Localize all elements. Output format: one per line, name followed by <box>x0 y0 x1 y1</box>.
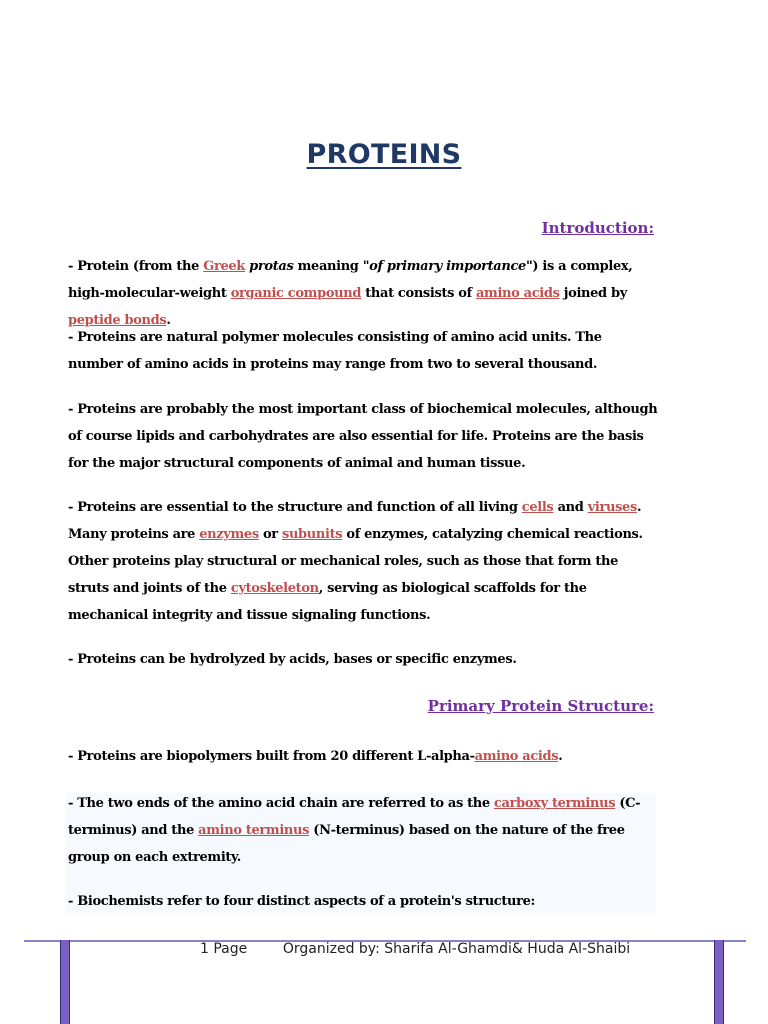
primary-paragraph-1: - Proteins are biopolymers built from 20 different L-alpha-amino acids. <box>68 749 563 764</box>
page-title: PROTEINS <box>306 139 462 170</box>
footer-page-number: 1 Page <box>200 941 248 957</box>
intro-paragraph-1: - Protein (from the Greek protas meaning "of primary importance") is a complex, high-molecular-weight organic compound that consists of amino acids joined by peptide bonds. <box>68 259 633 328</box>
link-enzymes[interactable]: enzymes <box>199 527 259 542</box>
footer-right-bar <box>714 940 724 1024</box>
importance-phrase: of primary importance <box>369 259 526 274</box>
link-carboxy-terminus[interactable]: carboxy terminus <box>493 796 616 811</box>
link-greek[interactable]: Greek <box>203 259 245 274</box>
section-heading-primary-structure: Primary Protein Structure: <box>427 697 654 715</box>
link-subunits[interactable]: subunits <box>281 527 343 542</box>
link-peptide-bonds[interactable]: peptide bonds <box>68 313 167 328</box>
intro-paragraph-3: - Proteins are probably the most important class of biochemical molecules, although of course lipids and carbohydrates are also essential for life. Proteins are the basis for the major structural components of animal and human tissue. <box>68 402 658 471</box>
intro-paragraph-5: - Proteins can be hydrolyzed by acids, bases or specific enzymes. <box>68 652 517 667</box>
link-amino-acids[interactable]: amino acids <box>475 286 560 301</box>
primary-paragraph-3: - Biochemists refer to four distinct aspects of a protein's structure: <box>68 894 535 909</box>
link-viruses[interactable]: viruses <box>587 500 637 515</box>
link-cells[interactable]: cells <box>521 500 554 515</box>
link-organic-compound[interactable]: organic compound <box>230 286 362 301</box>
footer-text <box>200 941 630 957</box>
footer-left-bar <box>60 940 70 1024</box>
intro-paragraph-2: - Proteins are natural polymer molecules consisting of amino acid units. The number of amino acids in proteins may range from two to several thousand. <box>68 330 602 372</box>
footer-organized-by: Organized by: Sharifa Al-Ghamdi& Huda Al-Shaibi <box>282 941 631 957</box>
protas-term: protas <box>249 259 294 274</box>
link-amino-terminus[interactable]: amino terminus <box>198 823 310 838</box>
link-cytoskeleton[interactable]: cytoskeleton <box>230 581 319 596</box>
intro-paragraph-4: - Proteins are essential to the structure and function of all living cells and viruses. Many proteins are enzymes or subunits of enzymes, catalyzing chemical reactions. Other proteins play structural or mechanical roles, such as those that form the struts and joints of the cytoskeleton, serving as biological scaffolds for the mechanical integrity and tissue signaling functions. <box>68 500 643 623</box>
link-amino-acids-2[interactable]: amino acids <box>474 749 559 764</box>
primary-paragraph-2: - The two ends of the amino acid chain are referred to as the carboxy terminus (C-terminus) and the amino terminus (N-terminus) based on the nature of the free group on each extremity. <box>68 796 641 865</box>
section-heading-introduction: Introduction: <box>541 219 654 237</box>
